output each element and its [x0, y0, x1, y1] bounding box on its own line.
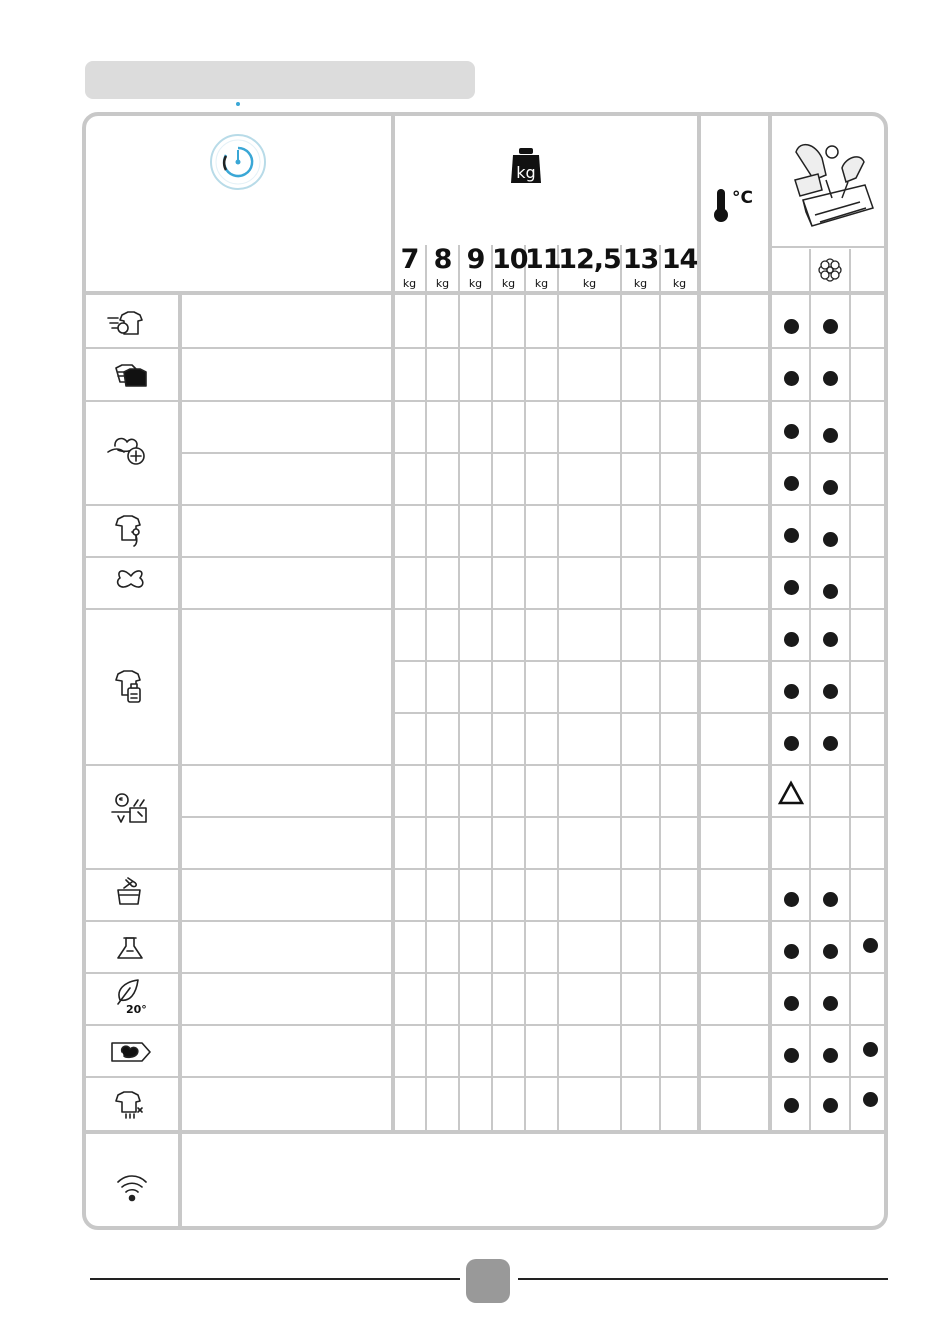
load-unit-5: kg	[582, 277, 597, 290]
mark-dot-r4-c0	[784, 528, 799, 543]
delicates-butterfly-icon	[118, 571, 143, 587]
eco-20-icon	[118, 980, 138, 1004]
mark-dot-r8-c0	[784, 736, 799, 751]
mark-dot-r3-c1	[823, 480, 838, 495]
load-value-4: 11	[525, 244, 561, 275]
load-unit-0: kg	[402, 277, 417, 290]
eco-badge-label: 20°	[126, 1003, 147, 1016]
wifi-icon	[118, 1176, 146, 1201]
cotton-eco-tag-icon	[112, 1043, 150, 1061]
load-value-2: 9	[466, 244, 485, 275]
mark-dot-r6-c1	[823, 632, 838, 647]
cotton-plus-icon	[108, 439, 144, 464]
load-value-5: 12,5	[558, 244, 621, 275]
program-dial-icon	[211, 102, 265, 189]
page-number-box	[466, 1259, 510, 1303]
thermometer-icon	[714, 189, 728, 222]
mark-dot-r13-c0	[784, 996, 799, 1011]
mark-dot-r12-c2	[863, 938, 878, 953]
load-unit-4: kg	[534, 277, 549, 290]
rinse-spin-icon	[112, 794, 146, 822]
mark-dot-r6-c0	[784, 632, 799, 647]
mark-dot-r0-c1	[823, 319, 838, 334]
mark-dot-r5-c0	[784, 580, 799, 595]
mark-dot-r0-c0	[784, 319, 799, 334]
load-unit-2: kg	[468, 277, 483, 290]
quick-wash-shirt-icon	[108, 312, 142, 334]
load-value-3: 10	[492, 244, 528, 275]
steam-shirt-icon	[116, 1092, 142, 1118]
detergent-drawer-icon	[795, 145, 873, 226]
mark-dot-r7-c0	[784, 684, 799, 699]
mark-dot-r14-c0	[784, 1048, 799, 1063]
mark-dot-r5-c1	[823, 584, 838, 599]
mixed-colours-icon	[116, 365, 146, 386]
mark-dot-r13-c1	[823, 996, 838, 1011]
mark-dot-r14-c2	[863, 1042, 878, 1057]
mark-dot-r4-c1	[823, 532, 838, 547]
load-unit-6: kg	[633, 277, 648, 290]
temperature-label: °C	[732, 188, 753, 208]
mark-dot-r14-c1	[823, 1048, 838, 1063]
stain-bottle-icon	[116, 671, 140, 702]
mark-dot-r8-c1	[823, 736, 838, 751]
load-unit-3: kg	[501, 277, 516, 290]
mark-dot-r7-c1	[823, 684, 838, 699]
weight-icon-label: kg	[516, 163, 536, 182]
hygiene-flask-icon	[118, 938, 142, 958]
mark-dot-r2-c1	[823, 428, 838, 443]
mark-dot-r15-c1	[823, 1098, 838, 1113]
hand-wash-icon	[118, 878, 140, 904]
footer-rule-right	[518, 1278, 888, 1280]
softener-flower-icon	[819, 259, 841, 281]
mark-dot-r12-c1	[823, 944, 838, 959]
footer-rule-left	[90, 1278, 460, 1280]
load-value-6: 13	[622, 244, 659, 275]
mark-dot-r12-c0	[784, 944, 799, 959]
mark-dot-r15-c0	[784, 1098, 799, 1113]
load-unit-7: kg	[672, 277, 687, 290]
mark-dot-r11-c1	[823, 892, 838, 907]
load-value-0: 7	[400, 244, 419, 275]
mark-dot-r1-c0	[784, 371, 799, 386]
mark-dot-r1-c1	[823, 371, 838, 386]
load-value-7: 14	[661, 244, 698, 275]
mark-dot-r11-c0	[784, 892, 799, 907]
mark-dot-r3-c0	[784, 476, 799, 491]
mark-dot-r15-c2	[863, 1092, 878, 1107]
load-value-1: 8	[433, 244, 452, 275]
triangle-mark	[780, 783, 802, 803]
synthetics-shirt-icon	[116, 516, 140, 546]
load-unit-1: kg	[435, 277, 450, 290]
mark-dot-r2-c0	[784, 424, 799, 439]
